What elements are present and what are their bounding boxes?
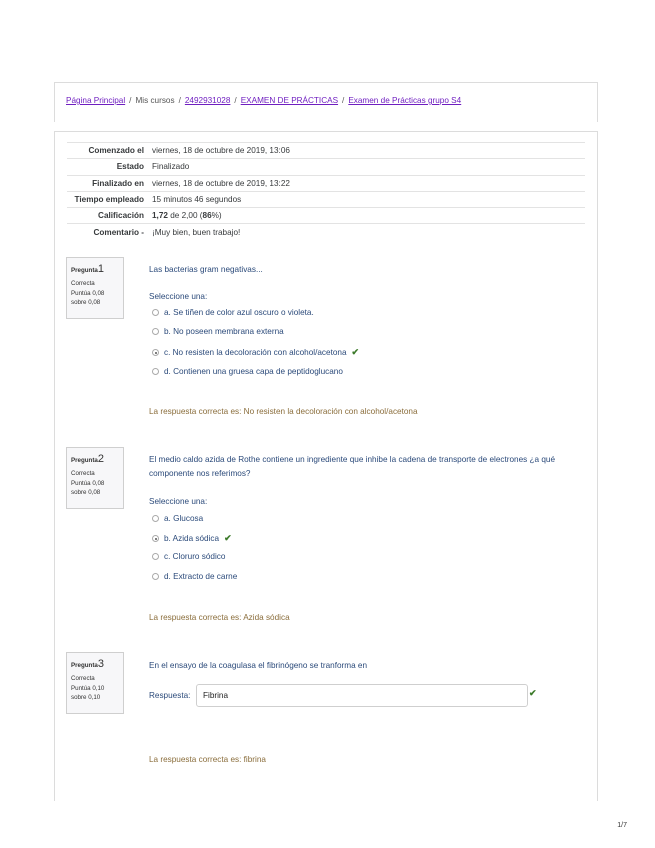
question-number-heading: [71, 656, 119, 674]
correct-answer-feedback: La respuesta correcta es: fibrina: [149, 755, 266, 764]
question-max-score: sobre 0,08: [71, 489, 101, 497]
check-icon: ✔: [529, 688, 537, 698]
answer-option[interactable]: [152, 308, 314, 317]
radio-button[interactable]: [152, 515, 159, 522]
summary-key: Tiempo empleado: [67, 191, 149, 207]
radio-button[interactable]: [152, 309, 159, 316]
answer-option-selected[interactable]: [152, 347, 359, 358]
question-score: Puntúa 0,10: [71, 684, 105, 692]
summary-row-grade: [67, 208, 585, 224]
question-prompt: Seleccione una:: [149, 292, 208, 301]
summary-key: Comentario -: [67, 224, 149, 240]
summary-row-finished: [67, 175, 585, 191]
option-label: d. Contienen una gruesa capa de peptidoglucano: [164, 367, 343, 376]
breadcrumb: [66, 96, 461, 105]
breadcrumb-course-link[interactable]: 2492931028: [184, 96, 231, 105]
answer-option[interactable]: [152, 572, 237, 581]
radio-button-selected[interactable]: [152, 535, 159, 542]
check-icon: ✔: [351, 347, 360, 357]
answer-input[interactable]: Fibrina: [196, 684, 528, 707]
breadcrumb-my-courses: Mis cursos: [135, 96, 175, 105]
correct-answer-feedback: La respuesta correcta es: Azida sódica: [149, 613, 290, 622]
summary-value: viernes, 18 de octubre de 2019, 13:22: [149, 175, 585, 191]
breadcrumb-home-link[interactable]: Página Principal: [66, 96, 126, 105]
grade-score: 1,72: [152, 211, 168, 221]
option-label: a. Glucosa: [164, 514, 204, 523]
breadcrumb-section-link[interactable]: EXAMEN DE PRÁCTICAS: [240, 96, 339, 105]
question-number-heading: [71, 261, 119, 279]
summary-value: viernes, 18 de octubre de 2019, 13:06: [149, 143, 585, 159]
question-label: Pregunta: [71, 662, 98, 669]
question-info-2: [66, 447, 124, 509]
question-number: 1: [97, 263, 104, 275]
breadcrumb-separator: /: [234, 96, 237, 105]
grade-percent: 86: [202, 211, 212, 221]
summary-grade-value: [149, 208, 585, 224]
radio-button[interactable]: [152, 573, 159, 580]
summary-value: 15 minutos 46 segundos: [149, 191, 585, 207]
breadcrumb-quiz-link[interactable]: Examen de Prácticas grupo S4: [348, 96, 462, 105]
check-icon: ✔: [224, 533, 232, 543]
breadcrumb-separator: /: [342, 96, 345, 105]
question-number: 3: [97, 658, 104, 670]
answer-option[interactable]: [152, 514, 203, 523]
grade-max: de 2,00 (: [167, 211, 203, 221]
question-number: 2: [97, 453, 104, 465]
grade-percent-suffix: %): [211, 211, 222, 221]
option-label: a. Se tiñen de color azul oscuro o violeta.: [164, 308, 314, 317]
option-label: c. Cloruro sódico: [164, 552, 226, 561]
radio-button-selected[interactable]: [152, 349, 159, 356]
option-label: c. No resisten la decoloración con alcohol/acetona: [164, 348, 347, 357]
answer-option[interactable]: [152, 552, 225, 561]
correct-answer-feedback: La respuesta correcta es: No resisten la decoloración con alcohol/acetona: [149, 407, 418, 416]
summary-key: Calificación: [67, 208, 149, 224]
attempt-summary-table: [67, 142, 585, 240]
summary-key: Finalizado en: [67, 175, 149, 191]
summary-key: Comenzado el: [67, 143, 149, 159]
radio-button[interactable]: [152, 368, 159, 375]
question-score: Puntúa 0,08: [71, 479, 105, 487]
question-text: Las bacterias gram negativas...: [149, 265, 263, 274]
question-text: El medio caldo azida de Rothe contiene un ingrediente que inhibe la cadena de transporte de electrones ¿a qué componente nos referimos?: [149, 455, 556, 478]
summary-row-state: [67, 159, 585, 175]
answer-option-selected[interactable]: [152, 533, 232, 544]
summary-value: Finalizado: [149, 159, 585, 175]
question-prompt: Seleccione una:: [149, 497, 208, 506]
breadcrumb-separator: /: [178, 96, 181, 105]
answer-option[interactable]: [152, 367, 343, 376]
question-status: Correcta: [71, 279, 95, 287]
summary-key: Estado: [67, 159, 149, 175]
question-number-heading: [71, 451, 119, 469]
question-score: Puntúa 0,08: [71, 289, 105, 297]
option-label: d. Extracto de carne: [164, 572, 238, 581]
question-status: Correcta: [71, 674, 95, 682]
option-label: b. Azida sódica: [164, 534, 220, 543]
radio-button[interactable]: [152, 328, 159, 335]
page-number: 1/7: [617, 822, 627, 829]
question-max-score: sobre 0,10: [71, 694, 101, 702]
question-text: En el ensayo de la coagulasa el fibrinógeno se tranforma en: [149, 661, 368, 670]
summary-row-comment: [67, 224, 585, 240]
summary-row-started: [67, 143, 585, 159]
summary-row-time-taken: [67, 191, 585, 207]
breadcrumb-separator: /: [129, 96, 132, 105]
answer-label: Respuesta:: [149, 691, 191, 700]
radio-button[interactable]: [152, 553, 159, 560]
summary-value: ¡Muy bien, buen trabajo!: [149, 224, 585, 240]
question-status: Correcta: [71, 469, 95, 477]
question-info-1: [66, 257, 124, 319]
question-label: Pregunta: [71, 457, 98, 464]
option-label: b. No poseen membrana externa: [164, 327, 284, 336]
answer-option[interactable]: [152, 327, 284, 336]
question-max-score: sobre 0,08: [71, 299, 101, 307]
question-label: Pregunta: [71, 267, 98, 274]
question-info-3: [66, 652, 124, 714]
